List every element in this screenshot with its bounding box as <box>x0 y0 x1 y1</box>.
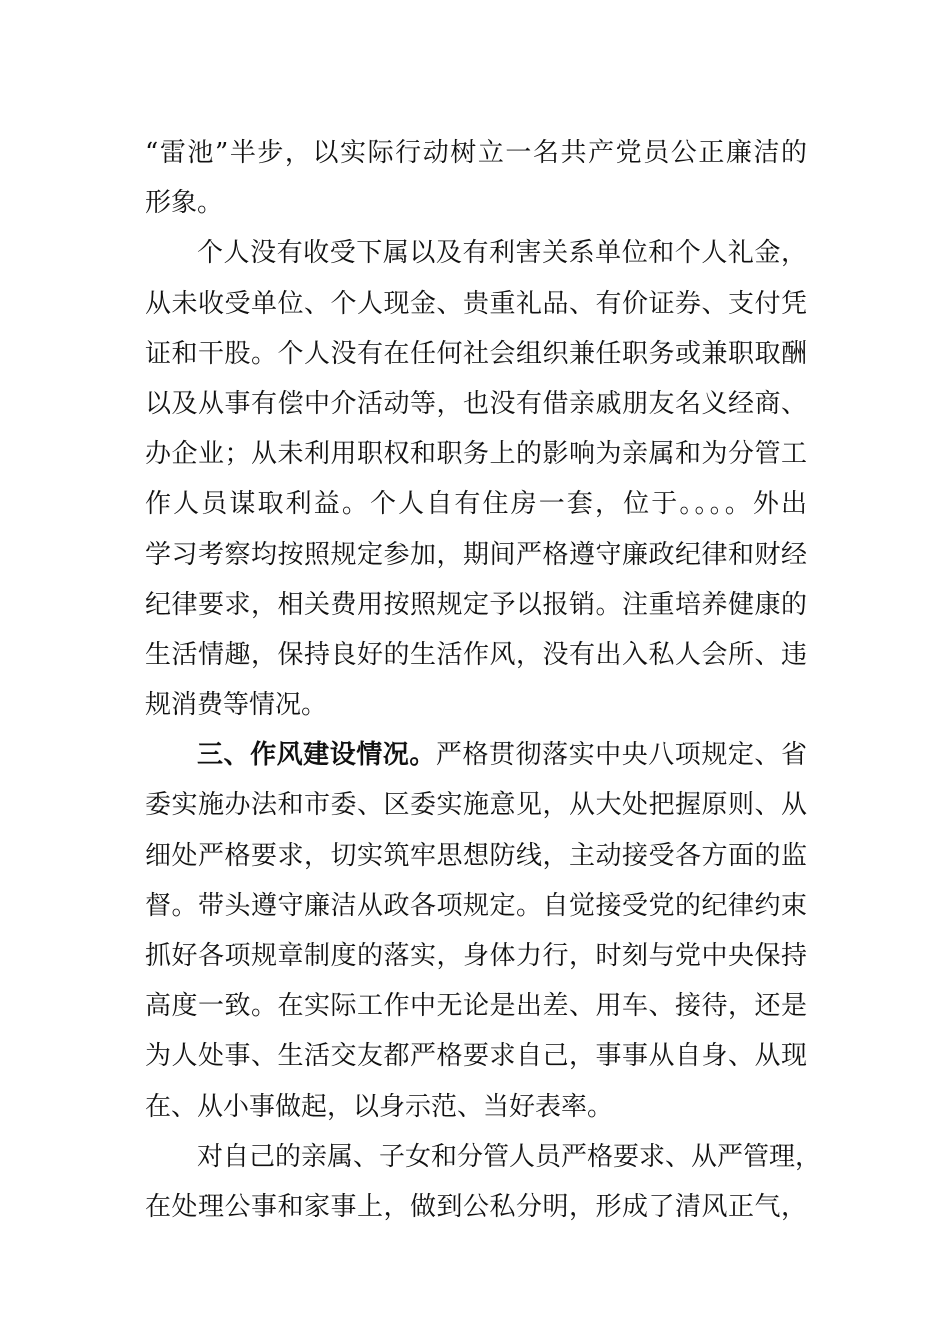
section-heading-line <box>145 730 807 780</box>
text-line: 督。带头遵守廉洁从政各项规定。自觉接受党的纪律约束 <box>145 890 807 921</box>
text-line-fragment: 严格贯彻落实中央八项规定、省 <box>435 740 807 771</box>
text-line: 证和干股。个人没有在任何社会组织兼任职务或兼职取酬 <box>145 338 807 369</box>
text-line: 作人员谋取利益。个人自有住房一套，位于。。。。外出 <box>145 489 807 520</box>
section-heading: 三、作风建设情况。 <box>197 740 436 771</box>
text-line: 生活情趣，保持良好的生活作风，没有出入私人会所、违 <box>145 639 807 670</box>
text-line: 抓好各项规章制度的落实，身体力行，时刻与党中央保持 <box>145 941 807 971</box>
text-line: 办企业；从未利用职权和职务上的影响为亲属和为分管工 <box>145 439 807 470</box>
text-line: 个人没有收受下属以及有利害关系单位和个人礼金， <box>197 238 807 269</box>
text-line: 在、从小事做起，以身示范、当好表率。 <box>145 1091 614 1122</box>
text-line: 纪律要求，相关费用按照规定予以报销。注重培养健康的 <box>145 589 807 620</box>
text-line: 对自己的亲属、子女和分管人员严格要求、从严管理， <box>197 1141 822 1172</box>
text-line: 高度一致。在实际工作中无论是出差、用车、接待，还是 <box>145 991 807 1022</box>
text-line: 学习考察均按照规定参加，期间严格遵守廉政纪律和财经 <box>145 539 807 570</box>
text-line: 委实施办法和市委、区委实施意见，从大处把握原则、从 <box>145 790 807 821</box>
text-line: 形象。 <box>145 188 224 219</box>
text-line: 从未收受单位、个人现金、贵重礼品、有价证券、支付凭 <box>145 288 807 319</box>
text-line: 为人处事、生活交友都严格要求自己，事事从自身、从现 <box>145 1041 807 1072</box>
text-line: “雷池”半步，以实际行动树立一名共产党员公正廉洁的 <box>145 138 807 168</box>
body-text <box>145 128 822 1232</box>
text-line: 规消费等情况。 <box>145 690 328 721</box>
text-line: 在处理公事和家事上，做到公私分明，形成了清风正气， <box>145 1191 807 1222</box>
text-line: 以及从事有偿中介活动等，也没有借亲戚朋友名义经商、 <box>145 388 807 419</box>
text-line: 细处严格要求，切实筑牢思想防线，主动接受各方面的监 <box>145 840 807 871</box>
